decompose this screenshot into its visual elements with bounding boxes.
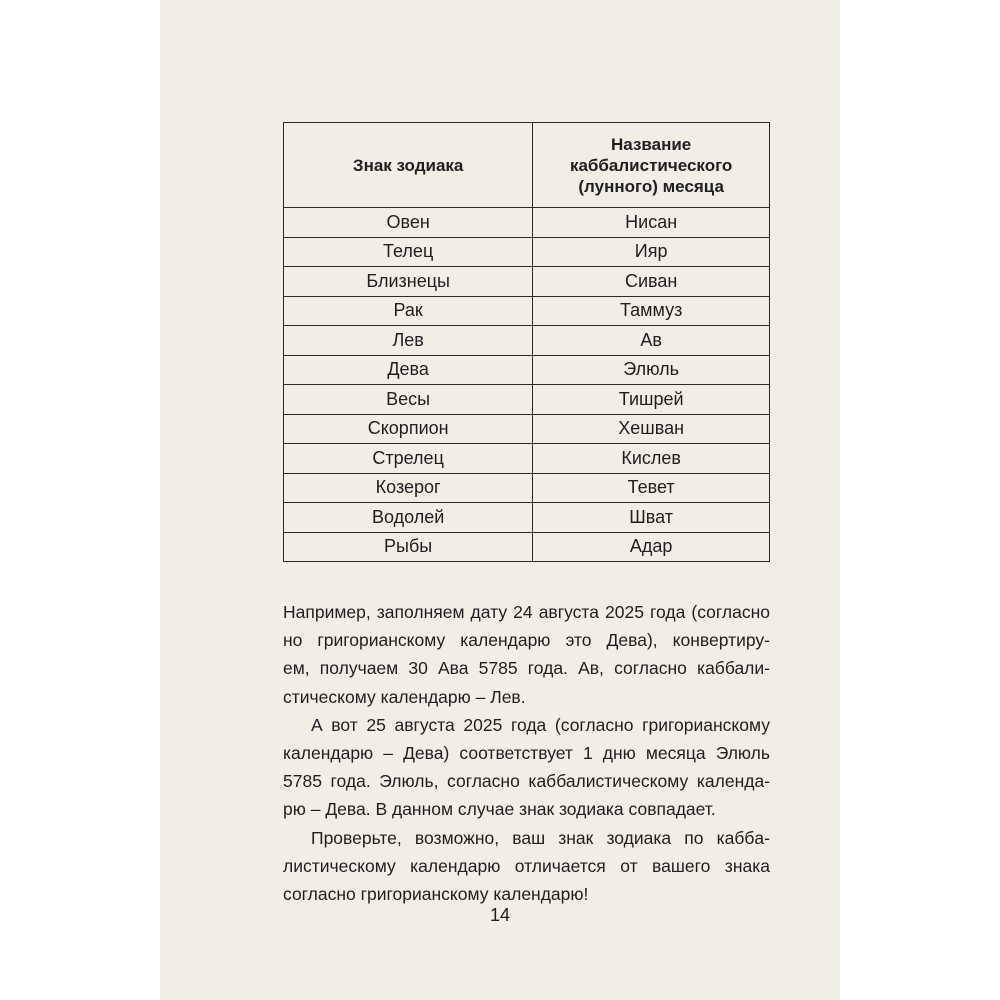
lunar-month-cell: Тевет (533, 473, 770, 503)
text-line: Например, заполняем дату 24 августа 2025 года (согласно (283, 602, 770, 622)
table-row (284, 414, 770, 444)
table-row (284, 473, 770, 503)
zodiac-sign-cell: Рак (284, 296, 533, 326)
zodiac-sign-cell: Весы (284, 385, 533, 415)
text-line: рю – Дева. В данном случае знак зодиака совпадает. (283, 799, 716, 820)
lunar-month-cell: Сиван (533, 267, 770, 297)
lunar-month-cell: Ав (533, 326, 770, 356)
table-row (284, 532, 770, 562)
text-line: ем, получаем 30 Ава 5785 года. Ав, согласно каббали- (283, 658, 770, 679)
zodiac-sign-cell: Стрелец (284, 444, 533, 474)
table-header-row (284, 123, 770, 208)
lunar-month-cell: Хешван (533, 414, 770, 444)
text-line: Проверьте, возможно, ваш знак зодиака по каббa- (311, 827, 770, 848)
table-row (284, 385, 770, 415)
zodiac-sign-cell: Близнецы (284, 267, 533, 297)
lunar-month-cell: Адар (533, 532, 770, 562)
table-row (284, 503, 770, 533)
zodiac-sign-cell: Водолей (284, 503, 533, 533)
lunar-month-cell: Элюль (533, 355, 770, 385)
table-row (284, 444, 770, 474)
zodiac-sign-cell: Рыбы (284, 532, 533, 562)
lunar-month-cell: Нисан (533, 208, 770, 238)
page-number: 14 (489, 905, 511, 925)
paragraph (283, 598, 770, 711)
zodiac-sign-cell: Лев (284, 326, 533, 356)
lunar-month-cell: Кислев (533, 444, 770, 474)
body-text (283, 598, 770, 908)
text-line: согласно григорианскому календарю! (283, 884, 589, 905)
lunar-month-cell: Таммуз (533, 296, 770, 326)
text-line: 5785 года. Элюль, согласно каббалистическому календа- (283, 771, 770, 792)
table-row (284, 237, 770, 267)
text-line: стическому календарю – Лев. (283, 686, 526, 707)
zodiac-sign-cell: Дева (284, 355, 533, 385)
text-line: календарю – Дева) соответствует 1 дню месяца Элюль (283, 743, 770, 764)
table-row (284, 267, 770, 297)
zodiac-sign-cell: Скорпион (284, 414, 533, 444)
lunar-month-cell: Тишрей (533, 385, 770, 415)
zodiac-month-table (283, 122, 770, 562)
lunar-month-cell: Ияр (533, 237, 770, 267)
zodiac-sign-cell: Козерог (284, 473, 533, 503)
zodiac-sign-cell: Овен (284, 208, 533, 238)
paragraph (283, 711, 770, 824)
table-body (284, 208, 770, 562)
table-row (284, 296, 770, 326)
header-zodiac-sign: Знак зодиака (284, 123, 533, 208)
lunar-month-cell: Шват (533, 503, 770, 533)
text-line: но григорианскому календарю это Дева), конвертиру- (283, 630, 770, 651)
zodiac-sign-cell: Телец (284, 237, 533, 267)
text-line: А вот 25 августа 2025 года (согласно григорианскому (311, 714, 770, 735)
text-line: листическому календарю отличается от вашего знака (283, 855, 770, 876)
header-kabbalistic-month: Название каббалистического (лунного) месяца (533, 123, 770, 208)
table-row (284, 326, 770, 356)
table-row (284, 208, 770, 238)
paragraph (283, 824, 770, 909)
table-row (284, 355, 770, 385)
book-page (160, 0, 840, 1000)
